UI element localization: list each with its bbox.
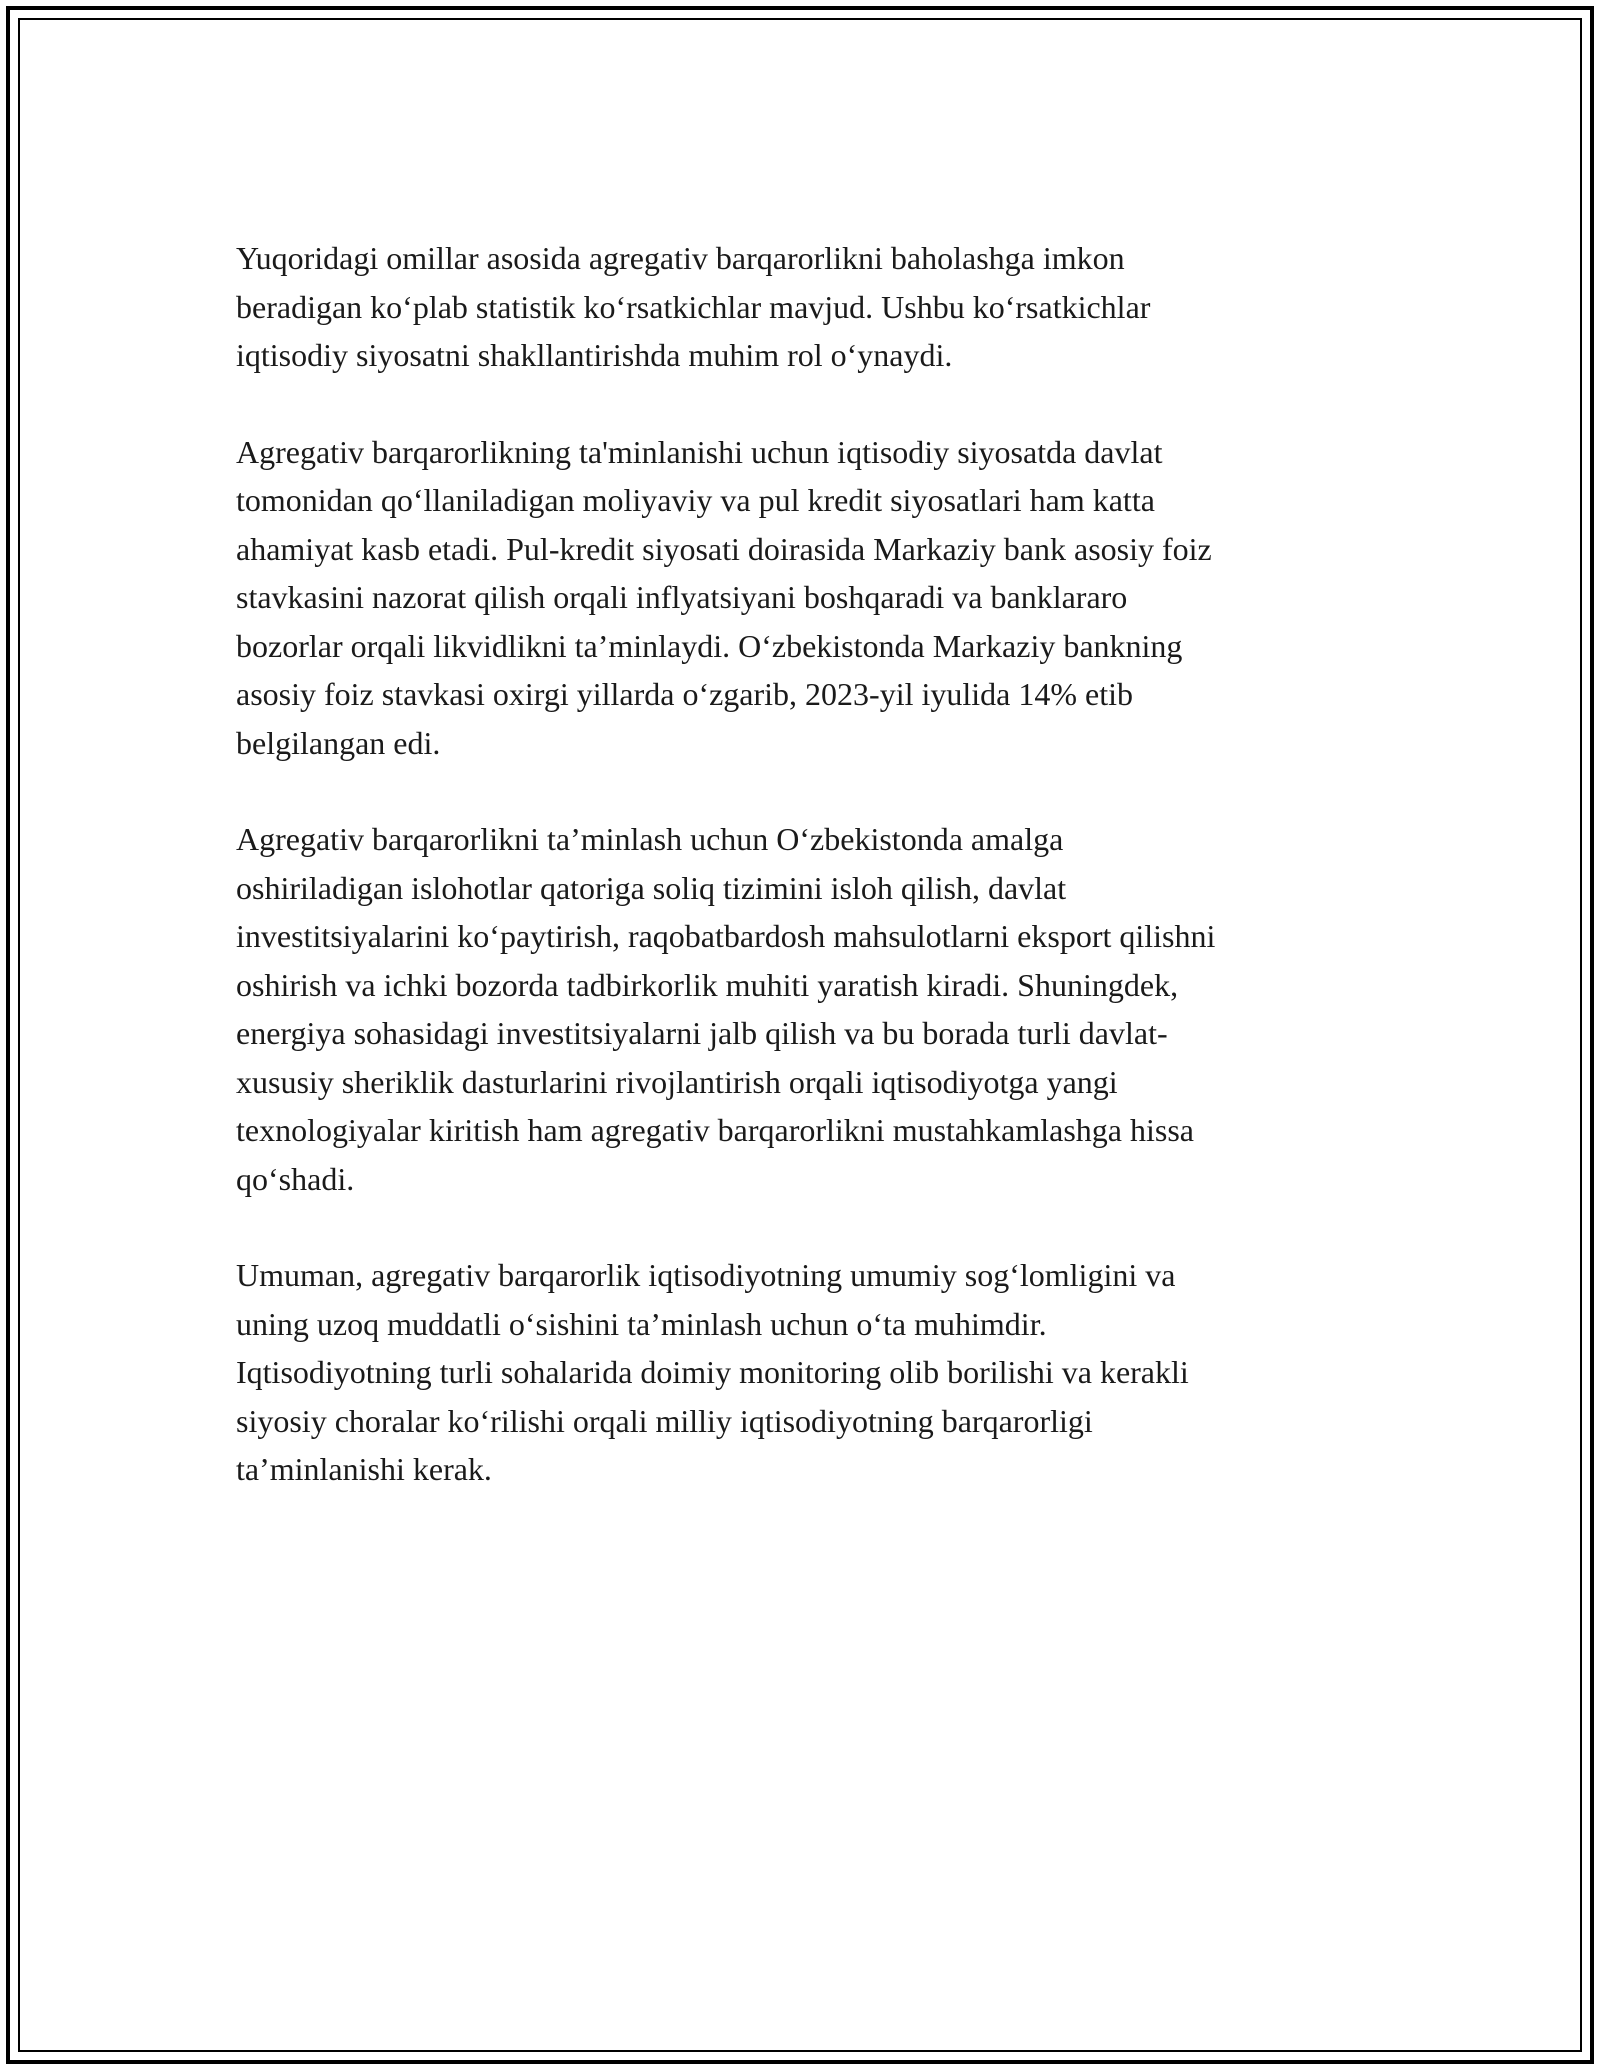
text-line: siyosiy choralar ko‘rilishi orqali milliy iqtisodiyotning barqarorligi [236, 1402, 1093, 1439]
paragraph-1 [236, 234, 1366, 380]
text-line: asosiy foiz stavkasi oxirgi yillarda o‘zgarib, 2023-yil iyulida 14% etib [236, 676, 1133, 712]
text-line: Agregativ barqarorlikning ta'minlanishi uchun iqtisodiy siyosatda davlat [236, 433, 1163, 470]
text-line: iqtisodiy siyosatni shakllantirishda muhim rol o‘ynaydi. [236, 337, 953, 373]
text-line: texnologiyalar kiritish ham agregativ barqarorlikni mustahkamlashga hissa [236, 1112, 1194, 1148]
text-line: qo‘shadi. [236, 1160, 355, 1197]
document-body [236, 234, 1366, 1542]
paragraph-3 [236, 815, 1366, 1203]
text-line: xususiy sheriklik dasturlarini rivojlantirish orqali iqtisodiyotga yangi [236, 1063, 1118, 1100]
text-line: uning uzoq muddatli o‘sishini ta’minlash uchun o‘ta muhimdir. [236, 1305, 1047, 1342]
text-line: beradigan ko‘plab statistik ko‘rsatkichlar mavjud. Ushbu ko‘rsatkichlar [236, 288, 1151, 325]
text-line: belgilangan edi. [236, 724, 441, 761]
paragraph-4 [236, 1251, 1366, 1494]
text-line: investitsiyalarini ko‘paytirish, raqobatbardosh mahsulotlarni eksport qilishni [236, 918, 1216, 954]
text-line: ahamiyat kasb etadi. Pul-kredit siyosati doirasida Markaziy bank asosiy foiz [236, 530, 1212, 567]
text-line: tomonidan qo‘llaniladigan moliyaviy va pul kredit siyosatlari ham katta [236, 482, 1155, 518]
paragraph-2 [236, 428, 1366, 768]
text-line: stavkasini nazorat qilish orqali inflyatsiyani boshqaradi va banklararo [236, 579, 1128, 615]
text-line: oshirish va ichki bozorda tadbirkorlik muhiti yaratish kiradi. Shuningdek, [236, 966, 1179, 1003]
text-line: oshiriladigan islohotlar qatoriga soliq tizimini isloh qilish, davlat [236, 869, 1067, 906]
text-line: Yuqoridagi omillar asosida agregativ barqarorlikni baholashga imkon [236, 240, 1125, 276]
text-line: energiya sohasidagi investitsiyalarni jalb qilish va bu borada turli davlat- [236, 1015, 1168, 1051]
text-line: ta’minlanishi kerak. [236, 1451, 492, 1487]
text-line: Agregativ barqarorlikni ta’minlash uchun O‘zbekistonda amalga [236, 821, 1064, 857]
text-line: Umuman, agregativ barqarorlik iqtisodiyotning umumiy sog‘lomligini va [236, 1257, 1176, 1293]
text-line: bozorlar orqali likvidlikni ta’minlaydi. O‘zbekistonda Markaziy bankning [236, 627, 1183, 664]
text-line: Iqtisodiyotning turli sohalarida doimiy monitoring olib borilishi va kerakli [236, 1354, 1189, 1390]
